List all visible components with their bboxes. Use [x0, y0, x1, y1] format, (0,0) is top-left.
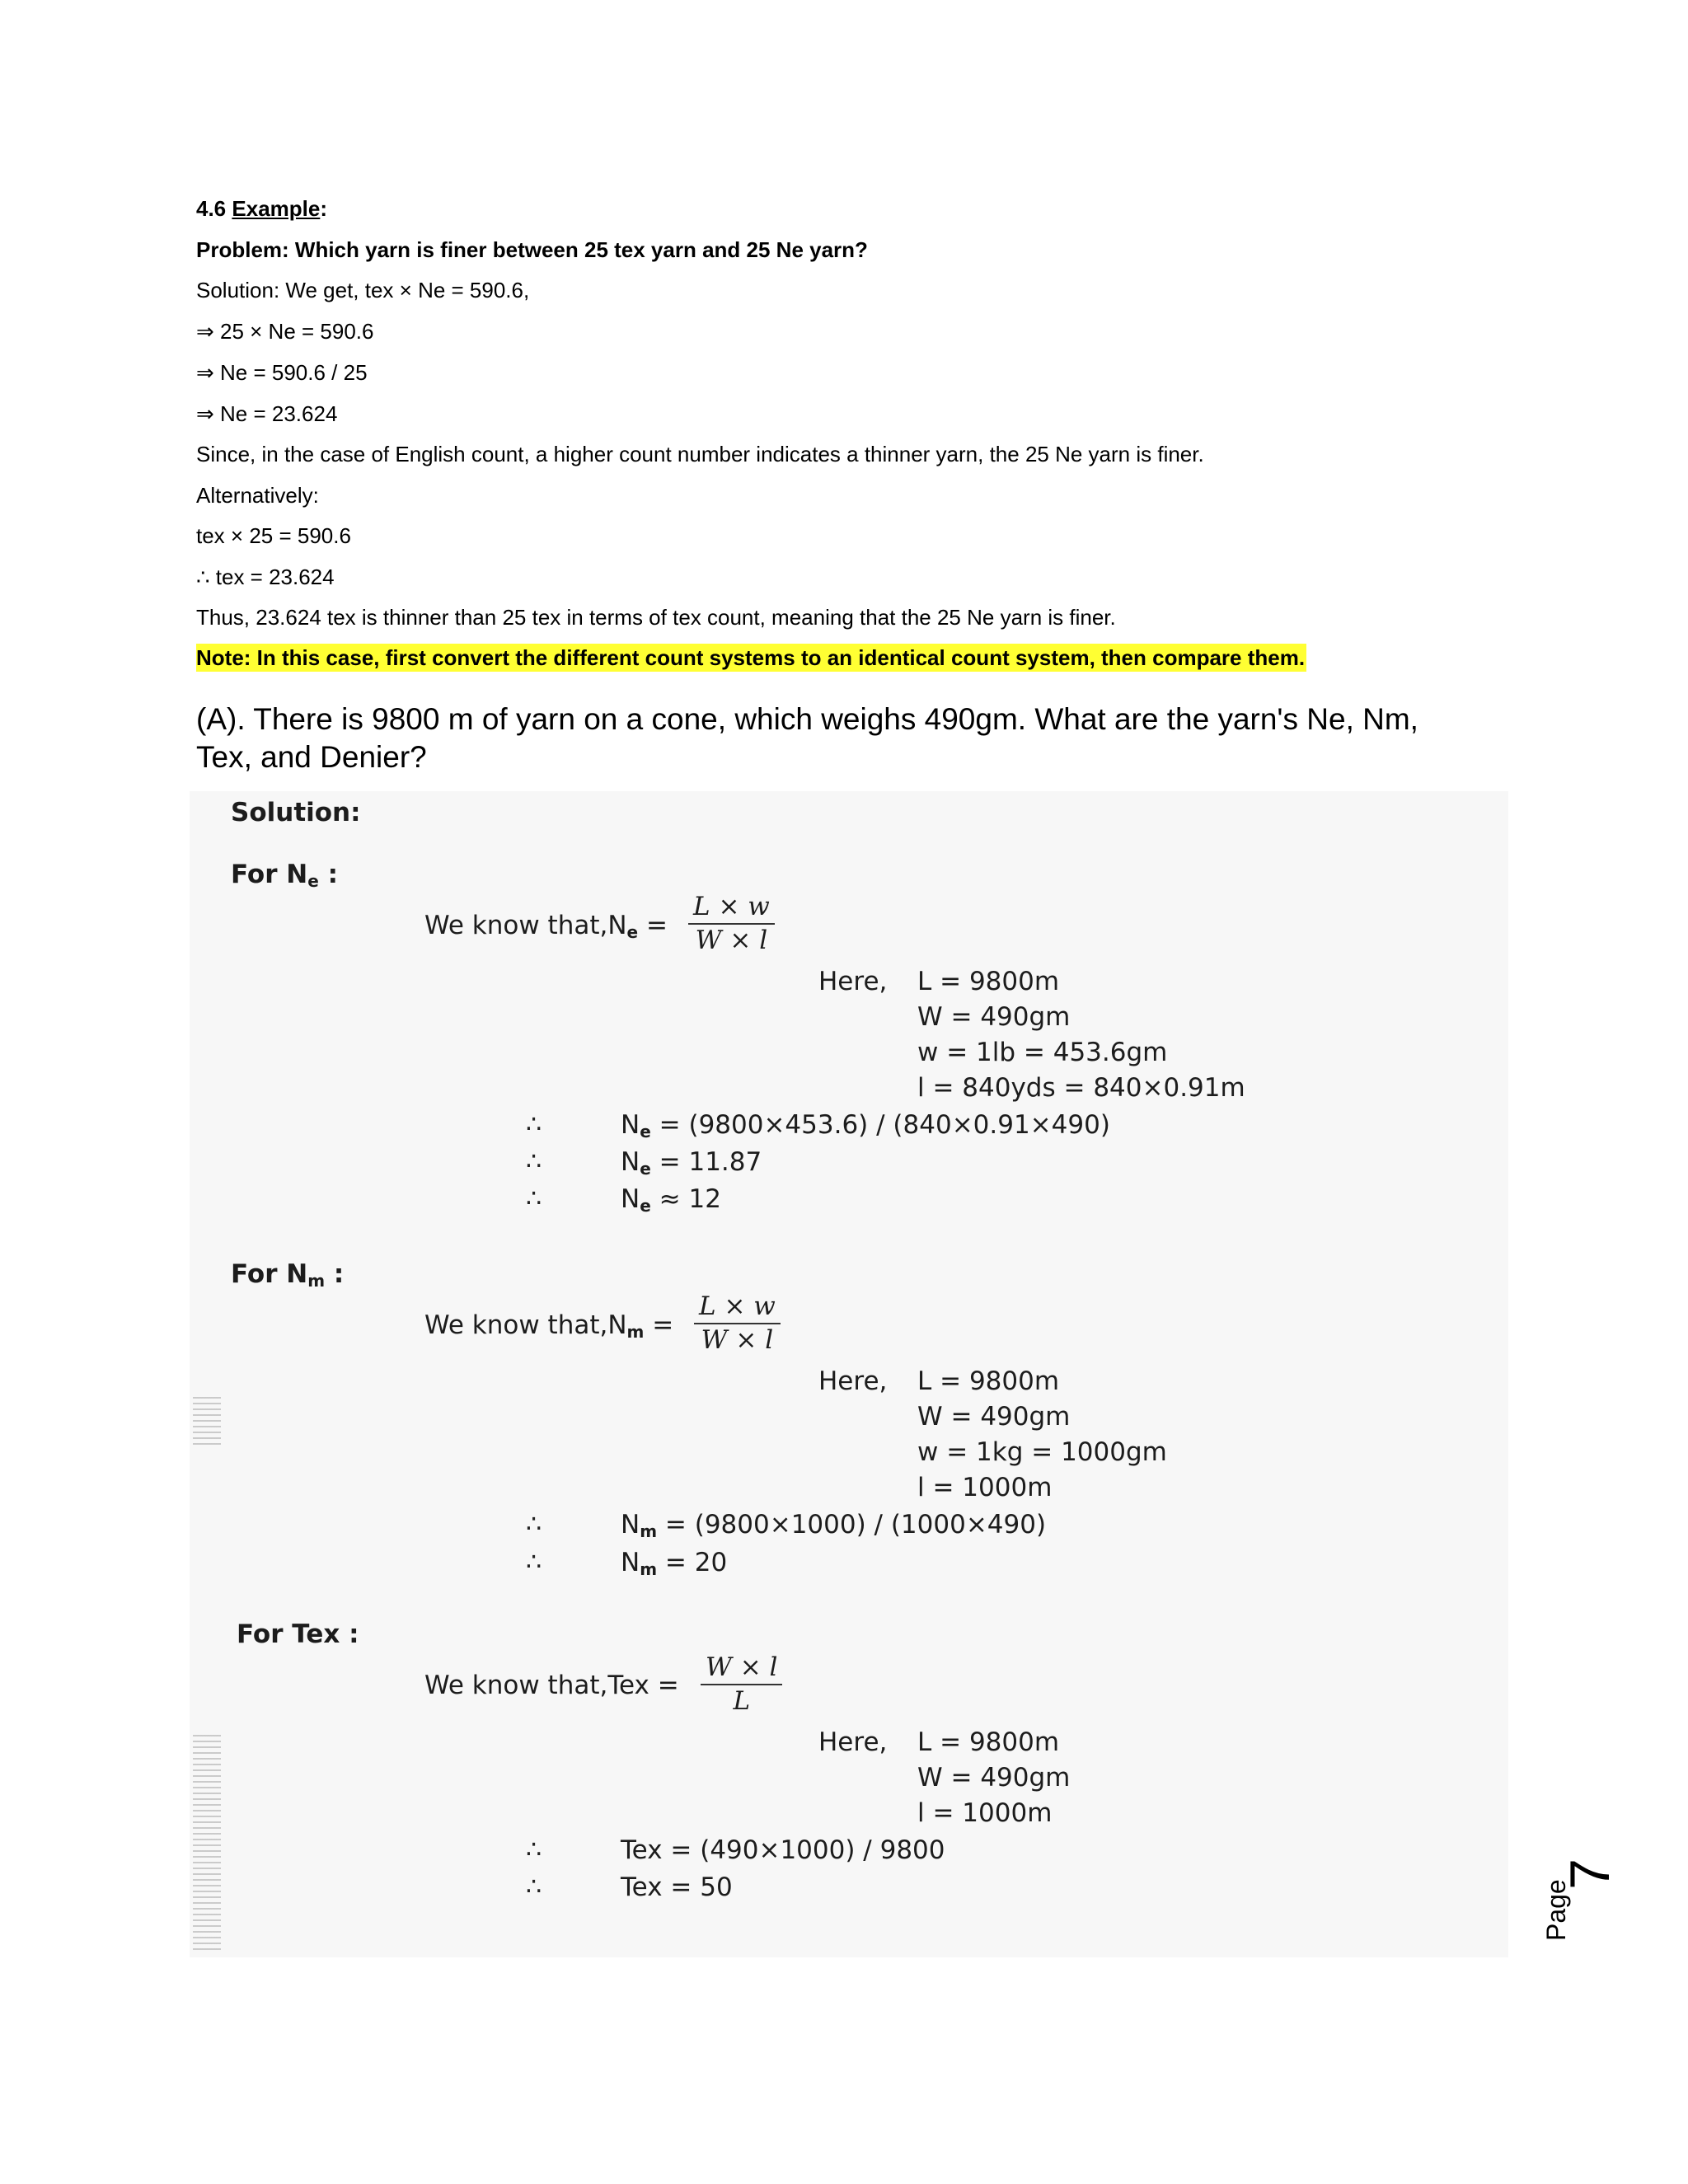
tex-fraction	[701, 1652, 782, 1717]
page-label: Page	[1541, 1879, 1571, 1941]
nm-numerator: L × w	[694, 1291, 781, 1324]
ne-step: $N_e = 11.87$	[621, 1147, 762, 1179]
tex-numerator: W × l	[701, 1652, 782, 1685]
nm-heading: For $N_m$ :	[231, 1259, 345, 1291]
scan-noise	[193, 1735, 221, 1953]
ne-numerator: L × w	[688, 892, 775, 925]
tex-denominator: L	[733, 1686, 751, 1716]
ne-formula-lhs: We know $that,N_e$ =	[424, 911, 668, 942]
nm-step: $N_m = (9800\times 1000) / (1000\times 490)$	[621, 1510, 1047, 1541]
step-line: ∴ tex = 23.624	[196, 565, 335, 589]
question-a: (A). There is 9800 m of yarn on a cone, which weighs 490gm. What are the yarn's Ne, Nm, Tex, and Denier?	[196, 702, 1418, 774]
note-highlight: Note: In this case, first convert the different count systems to an identical count system, then compare them.	[196, 645, 1306, 670]
nm-fraction	[694, 1291, 781, 1356]
scan-noise	[193, 1397, 221, 1446]
nm-step: $N_m = 20$	[621, 1548, 728, 1579]
tex-given: L = 9800m	[917, 1727, 1060, 1757]
step-line: tex × 25 = 590.6	[196, 523, 351, 548]
solution-label: Solution:	[231, 798, 361, 827]
therefore-symbol: ∴	[526, 1110, 542, 1139]
ne-step: $N_e \approx 12$	[621, 1184, 721, 1216]
explanation-line: Since, in the case of English count, a higher count number indicates a thinner yarn, the 25 Ne yarn is finer.	[196, 442, 1204, 466]
alternative-label: Alternatively:	[196, 483, 319, 508]
therefore-symbol: ∴	[526, 1548, 542, 1577]
tex-here: Here,	[818, 1727, 888, 1757]
ne-step: $N_e = (9800\times 453.6) / (840\times 0.91\times 490)$	[621, 1110, 1110, 1141]
step-line: ⇒ 25 × Ne = 590.6	[196, 319, 374, 344]
therefore-symbol: ∴	[526, 1872, 542, 1901]
example-title: Example	[232, 196, 321, 221]
nm-given: L = 9800m	[917, 1366, 1060, 1396]
example-number: 4.6	[196, 196, 227, 221]
therefore-symbol: ∴	[526, 1147, 542, 1176]
nm-here: Here,	[818, 1366, 888, 1396]
solution-line: Solution: We get, tex × Ne = 590.6,	[196, 278, 530, 302]
ne-given: w = 1lb = 453.6gm	[917, 1038, 1168, 1067]
page-number-marker	[1541, 1842, 1632, 1966]
tex-given: W = 490gm	[917, 1763, 1071, 1793]
scanned-solution	[190, 791, 1508, 1957]
therefore-symbol: ∴	[526, 1835, 542, 1864]
tex-step: Tex = (490×1000) / 9800	[621, 1835, 945, 1865]
problem-statement: Problem: Which yarn is finer between 25 tex yarn and 25 Ne yarn?	[196, 237, 868, 262]
conclusion-line: Thus, 23.624 tex is thinner than 25 tex in terms of tex count, meaning that the 25 Ne yarn is finer.	[196, 605, 1116, 630]
step-line: ⇒ Ne = 590.6 / 25	[196, 360, 368, 385]
ne-given: L = 9800m	[917, 967, 1060, 996]
step-line: ⇒ Ne = 23.624	[196, 401, 338, 426]
page-number: 7	[1558, 1858, 1621, 1890]
note	[196, 645, 1306, 670]
ne-denominator: W × l	[695, 926, 768, 955]
nm-given: W = 490gm	[917, 1402, 1071, 1432]
ne-fraction	[688, 892, 775, 956]
ne-heading: For $N_e$ :	[231, 860, 339, 891]
therefore-symbol: ∴	[526, 1510, 542, 1539]
nm-given: w = 1kg = 1000gm	[917, 1437, 1167, 1467]
nm-formula-lhs: We know $that,N_m$ =	[424, 1310, 674, 1342]
example-colon: :	[320, 196, 328, 221]
nm-given: l = 1000m	[917, 1473, 1053, 1502]
nm-denominator: W × l	[701, 1325, 774, 1355]
tex-heading: For Tex :	[237, 1619, 359, 1649]
ne-given: l = 840yds = 840×0.91m	[917, 1073, 1245, 1103]
tex-formula-lhs: We know that,Tex =	[424, 1671, 679, 1700]
tex-step: Tex = 50	[621, 1872, 733, 1902]
ne-given: W = 490gm	[917, 1002, 1071, 1032]
tex-given: l = 1000m	[917, 1798, 1053, 1828]
ne-here: Here,	[818, 967, 888, 996]
example-heading	[196, 196, 327, 221]
therefore-symbol: ∴	[526, 1184, 542, 1213]
